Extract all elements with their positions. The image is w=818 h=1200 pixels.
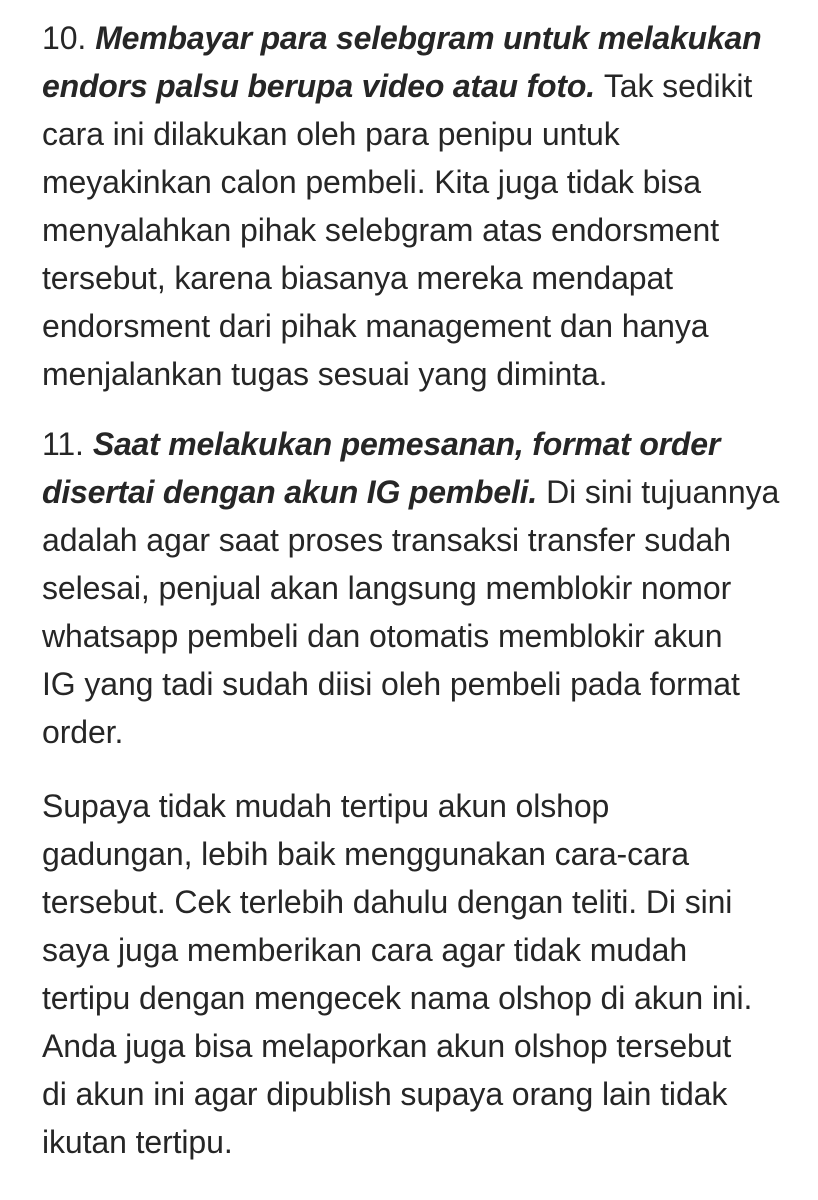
paragraph-line: Supaya tidak mudah tertipu akun olshop — [42, 788, 610, 824]
paragraph-line: whatsapp pembeli dan otomatis memblokir akun — [42, 618, 723, 654]
article-body — [42, 14, 802, 1166]
paragraph-line: adalah agar saat proses transaksi transfer sudah — [42, 522, 731, 558]
paragraph-line: di akun ini agar dipublish supaya orang lain tidak — [42, 1076, 728, 1112]
item-body-text: Tak sedikit — [603, 68, 753, 104]
closing-paragraph — [42, 782, 802, 1166]
paragraph-line — [42, 62, 802, 110]
list-item-10 — [42, 14, 802, 398]
item-number: 11. — [42, 426, 84, 462]
paragraph-line: saya juga memberikan cara agar tidak mudah — [42, 932, 688, 968]
paragraph-line: ikutan tertipu. — [42, 1124, 233, 1160]
paragraph-line: Anda juga bisa melaporkan akun olshop tersebut — [42, 1028, 732, 1064]
paragraph-line: gadungan, lebih baik menggunakan cara-cara — [42, 836, 689, 872]
paragraph-line: tersebut, karena biasanya mereka mendapat — [42, 260, 673, 296]
item-body-text: Di sini tujuannya — [546, 474, 780, 510]
paragraph-line: cara ini dilakukan oleh para penipu untuk — [42, 116, 620, 152]
paragraph-line: order. — [42, 714, 124, 750]
paragraph-line: menjalankan tugas sesuai yang diminta. — [42, 356, 608, 392]
paragraph-line — [42, 420, 802, 468]
item-number: 10. — [42, 20, 87, 56]
paragraph-line: selesai, penjual akan langsung memblokir nomor — [42, 570, 732, 606]
paragraph-line: tersebut. Cek terlebih dahulu dengan teliti. Di sini — [42, 884, 733, 920]
paragraph-line — [42, 468, 802, 516]
item-lead-text: Membayar para selebgram untuk melakukan — [95, 20, 762, 56]
item-lead-text: endors palsu berupa video atau foto. — [42, 68, 595, 104]
item-lead-text: Saat melakukan pemesanan, format order — [92, 426, 721, 462]
paragraph-line: meyakinkan calon pembeli. Kita juga tidak bisa — [42, 164, 701, 200]
item-lead-text: disertai dengan akun IG pembeli. — [42, 474, 538, 510]
list-item-11 — [42, 420, 802, 756]
paragraph-line: endorsment dari pihak management dan hanya — [42, 308, 709, 344]
paragraph-line: tertipu dengan mengecek nama olshop di akun ini. — [42, 980, 753, 1016]
paragraph-line — [42, 14, 802, 62]
paragraph-line: IG yang tadi sudah diisi oleh pembeli pada format — [42, 666, 740, 702]
paragraph-line: menyalahkan pihak selebgram atas endorsment — [42, 212, 719, 248]
